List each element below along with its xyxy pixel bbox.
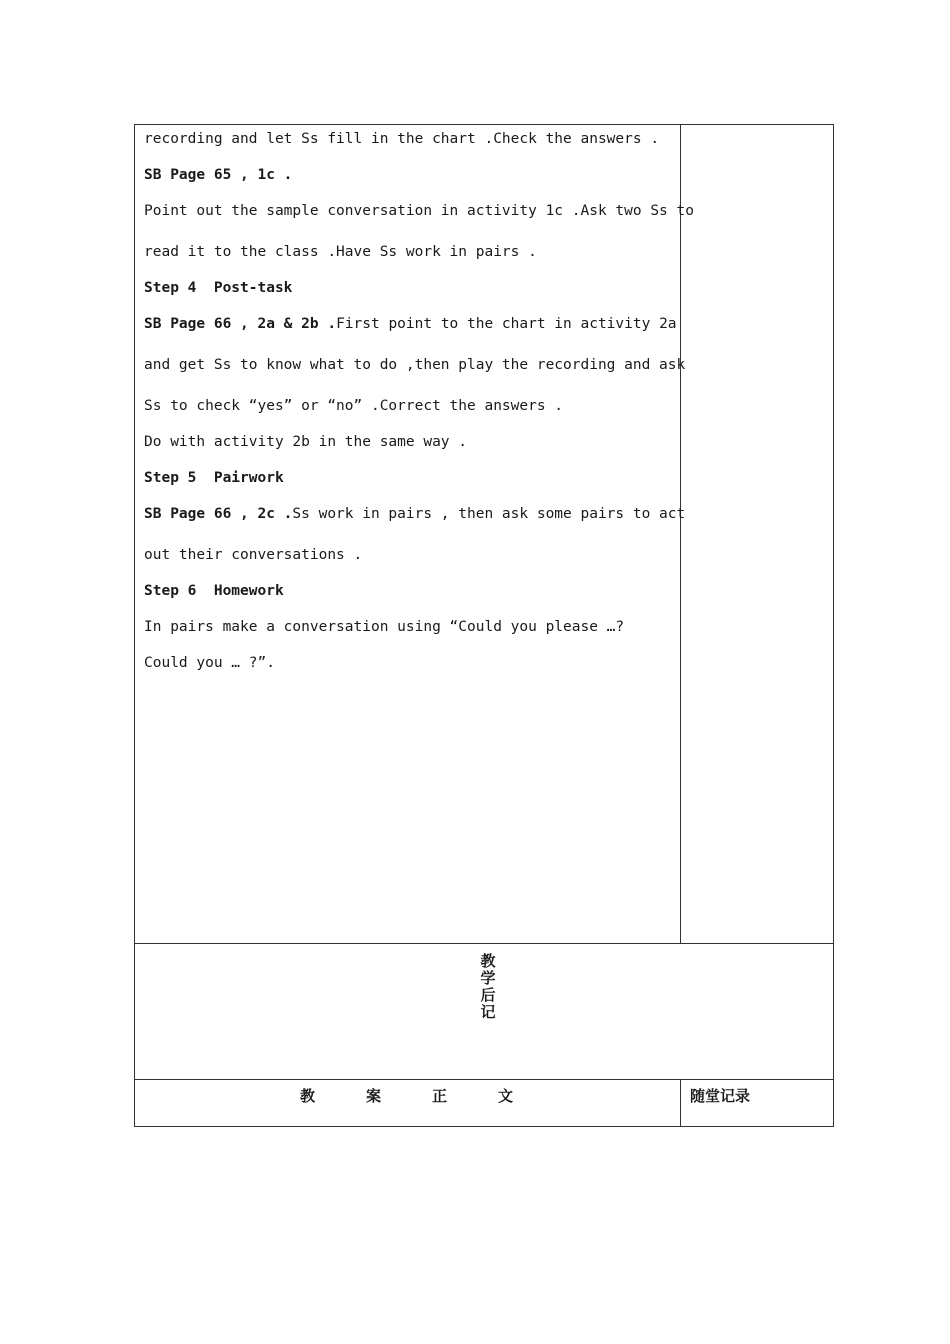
section-reference: SB Page 66 , 2c . <box>144 506 293 522</box>
step-heading: Step 4 Post-task <box>144 280 293 296</box>
lesson-text: Ss work in pairs , then ask some pairs to act <box>292 506 686 522</box>
lesson-line: Point out the sample conversation in activity 1c .Ask two Ss to <box>144 203 694 219</box>
footer-side-label: 随堂记录 <box>690 1087 751 1105</box>
lesson-line: and get Ss to know what to do ,then play the recording and ask <box>144 357 686 373</box>
lesson-plan-table <box>134 124 834 1127</box>
lesson-line: Do with activity 2b in the same way . <box>144 434 468 450</box>
section-reference: SB Page 66 , 2a & 2b . <box>144 316 337 332</box>
footer-title: 教案正文 <box>300 1087 565 1105</box>
lesson-line: read it to the class .Have Ss work in pairs . <box>144 244 537 260</box>
lesson-line <box>144 315 677 333</box>
lesson-line <box>144 505 685 523</box>
lesson-line: recording and let Ss fill in the chart .Check the answers . <box>144 131 660 147</box>
section-heading: SB Page 65 , 1c . <box>144 167 293 183</box>
step-heading: Step 6 Homework <box>144 583 284 599</box>
lesson-text: First point to the chart in activity 2a <box>336 316 677 332</box>
teaching-reflection-cell <box>135 943 833 1079</box>
lesson-line: Could you … ?”. <box>144 655 275 671</box>
lesson-body-cell <box>135 125 694 943</box>
step-heading: Step 5 Pairwork <box>144 470 284 486</box>
teaching-reflection-label: 教学后记 <box>480 952 496 1021</box>
lesson-line: Ss to check “yes” or “no” .Correct the answers . <box>144 398 564 414</box>
lesson-line: out their conversations . <box>144 547 363 563</box>
footer-side-cell <box>681 1079 833 1126</box>
footer-title-cell <box>135 1079 681 1126</box>
lesson-line: In pairs make a conversation using “Could you please …? <box>144 619 625 635</box>
notes-column-cell <box>681 125 833 943</box>
